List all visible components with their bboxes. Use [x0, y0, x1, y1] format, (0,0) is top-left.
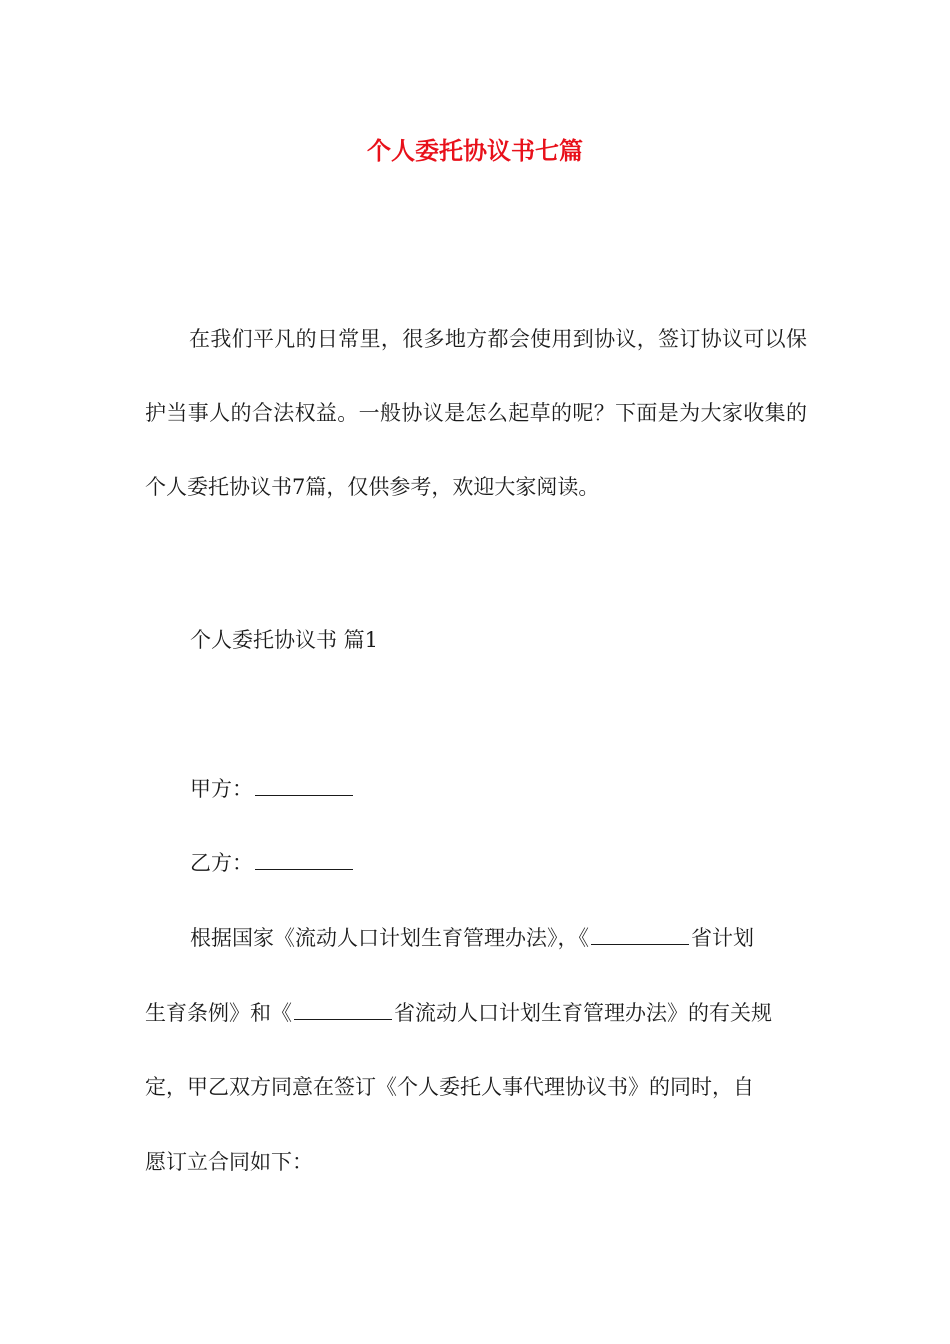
party-b-blank [255, 849, 353, 870]
clause-line-3: 定，甲乙双方同意在签订《个人委托人事代理协议书》的同时，自 [145, 1075, 754, 1099]
intro-paragraph: 在我们平凡的日常里，很多地方都会使用到协议，签订协议可以保护当事人的合法权益。一般协议是怎么起草的呢？下面是为大家收集的个人委托协议书7篇，仅供参考，欢迎大家阅读。 [145, 327, 807, 499]
clause-line-4: 愿订立合同如下： [145, 1150, 313, 1174]
section-heading: 个人委托协议书 篇1 [190, 628, 379, 652]
clause-line-1-text-b: 省计划 [691, 926, 754, 950]
party-a-blank [255, 775, 353, 796]
party-b-line [190, 848, 355, 878]
clause-line-2-text-a: 生育条例》和《 [145, 1001, 292, 1025]
party-b-label: 乙方： [190, 851, 253, 875]
province-blank-2 [294, 999, 392, 1020]
clause-line-2 [145, 998, 807, 1028]
clause-line-2-text-b: 省流动人口计划生育管理办法》的有关规 [394, 1001, 772, 1025]
clause-line-1-text-a: 根据国家《流动人口计划生育管理办法》，《 [190, 926, 589, 950]
province-blank-1 [591, 924, 689, 945]
party-a-line [190, 774, 355, 804]
party-a-label: 甲方： [190, 777, 253, 801]
document-title: 个人委托协议书七篇 [367, 136, 583, 165]
clause-line-1 [145, 923, 852, 953]
